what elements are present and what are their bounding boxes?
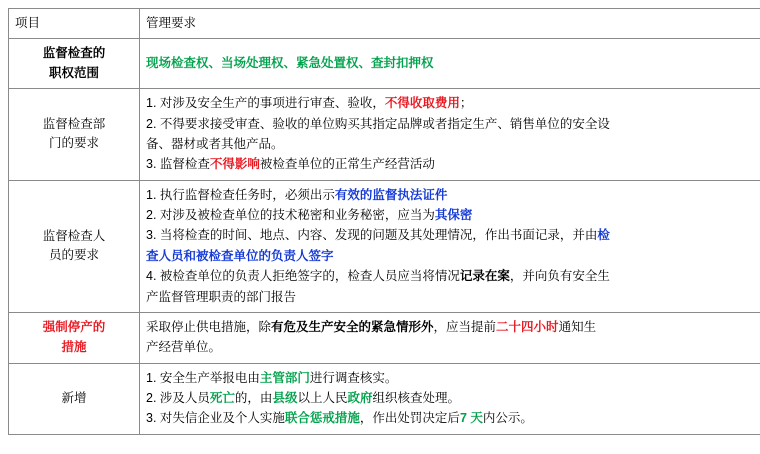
requirement-line xyxy=(146,369,760,388)
row-item-line: 职权范围 xyxy=(48,65,99,80)
text-fragment: 主管部门 xyxy=(259,370,310,385)
table-row xyxy=(9,312,760,363)
text-fragment: 有效的监督执法证件 xyxy=(334,187,448,202)
requirement-line xyxy=(146,115,760,134)
row-item-line: 员的要求 xyxy=(48,248,99,263)
row-item-label xyxy=(9,180,140,312)
requirement-line xyxy=(146,288,760,307)
text-fragment: 2. 不得要求接受审查、验收的单位购买其指定品牌或者指定生产、销售单位的安全设 xyxy=(146,116,610,131)
requirement-line xyxy=(146,206,760,225)
text-fragment: 产监督管理职责的部门报告 xyxy=(146,289,297,304)
text-fragment: 备、器材或者其他产品。 xyxy=(146,136,284,151)
row-item-line: 强制停产的 xyxy=(42,320,106,335)
row-requirement-content xyxy=(140,39,760,89)
text-fragment: 3. 对失信企业及个人实施 xyxy=(146,411,285,426)
text-fragment: 其保密 xyxy=(434,208,473,222)
text-fragment: 不得影响 xyxy=(209,157,260,172)
header-cell-requirement: 管理要求 xyxy=(140,9,760,39)
text-fragment: 通知生 xyxy=(558,319,597,334)
text-fragment: 现场检查权、当场处理权、紧急处置权、查封扣押权 xyxy=(146,56,434,71)
text-fragment: 查人员和被检查单位的负责人签字 xyxy=(146,248,334,263)
table-row xyxy=(9,89,760,181)
text-fragment: 检 xyxy=(597,228,610,243)
text-fragment: 内公示。 xyxy=(482,411,533,426)
text-fragment: 4. 被检查单位的负责人拒绝签字的，检查人员应当将情况 xyxy=(146,269,460,284)
row-item-label xyxy=(9,89,140,181)
requirement-line xyxy=(146,226,760,245)
text-fragment: 1. 安全生产举报电由 xyxy=(146,370,260,385)
row-item-label xyxy=(9,312,140,363)
text-fragment: 7 天 xyxy=(459,411,483,426)
text-fragment: 2. 涉及人员 xyxy=(146,391,210,405)
text-fragment: ； xyxy=(459,96,473,111)
text-fragment: 被检查单位的正常生产经营活动 xyxy=(259,157,435,172)
requirement-line xyxy=(146,155,760,174)
requirement-line xyxy=(146,267,760,286)
table-row xyxy=(9,39,760,89)
text-fragment: 政府 xyxy=(347,391,373,405)
row-requirement-content xyxy=(140,89,760,181)
requirement-line xyxy=(146,318,760,337)
text-fragment: 的，由 xyxy=(234,391,273,405)
text-fragment: 死亡 xyxy=(209,391,235,405)
requirement-line xyxy=(146,54,760,73)
text-fragment: ，应当提前 xyxy=(433,319,497,334)
row-requirement-content xyxy=(140,180,760,312)
management-requirements-table xyxy=(8,8,760,435)
table-body xyxy=(9,9,760,435)
table-row xyxy=(9,363,760,434)
text-fragment: 1. 对涉及安全生产的事项进行审查、验收， xyxy=(146,96,385,111)
text-fragment: 组织核查处理。 xyxy=(372,391,460,405)
text-fragment: ，并向负有安全生 xyxy=(509,269,610,284)
row-item-line: 门的要求 xyxy=(48,136,99,151)
row-requirement-content xyxy=(140,363,760,434)
row-item-line: 监督检查部 xyxy=(42,117,106,131)
row-item-label xyxy=(9,39,140,89)
row-item-line: 新增 xyxy=(61,391,87,405)
text-fragment: 2. 对涉及被检查单位的技术秘密和业务秘密，应当为 xyxy=(146,208,435,222)
table-header-row xyxy=(9,9,760,39)
text-fragment: 3. 当将检查的时间、地点、内容、发现的问题及其处理情况，作出书面记录，并由 xyxy=(146,228,598,243)
text-fragment: 1. 执行监督检查任务时，必须出示 xyxy=(146,187,335,202)
row-item-line: 监督检查人 xyxy=(42,228,106,243)
text-fragment: 产经营单位。 xyxy=(146,340,222,355)
row-item-label xyxy=(9,363,140,434)
requirement-line xyxy=(146,94,760,113)
row-item-line: 措施 xyxy=(61,339,87,354)
row-item-line: 监督检查的 xyxy=(42,46,106,61)
text-fragment: 有危及生产安全的紧急情形外 xyxy=(271,319,434,334)
requirement-line xyxy=(146,409,760,428)
text-fragment: 不得收取费用 xyxy=(384,96,460,111)
text-fragment: 记录在案 xyxy=(459,269,510,284)
text-fragment: 以上人民 xyxy=(297,391,348,405)
requirement-line xyxy=(146,389,760,408)
requirement-line xyxy=(146,186,760,205)
table-row xyxy=(9,180,760,312)
text-fragment: 二十四小时 xyxy=(496,319,559,334)
requirement-line xyxy=(146,338,760,357)
header-cell-item: 项目 xyxy=(9,9,140,39)
row-requirement-content xyxy=(140,312,760,363)
text-fragment: 3. 监督检查 xyxy=(146,157,210,172)
text-fragment: 县级 xyxy=(272,391,298,405)
text-fragment: 联合惩戒措施 xyxy=(284,411,360,426)
requirement-line xyxy=(146,247,760,266)
text-fragment: 采取停止供电措施，除 xyxy=(146,319,272,334)
text-fragment: 进行调查核实。 xyxy=(309,370,398,385)
text-fragment: ，作出处罚决定后 xyxy=(359,411,460,426)
requirement-line xyxy=(146,135,760,154)
